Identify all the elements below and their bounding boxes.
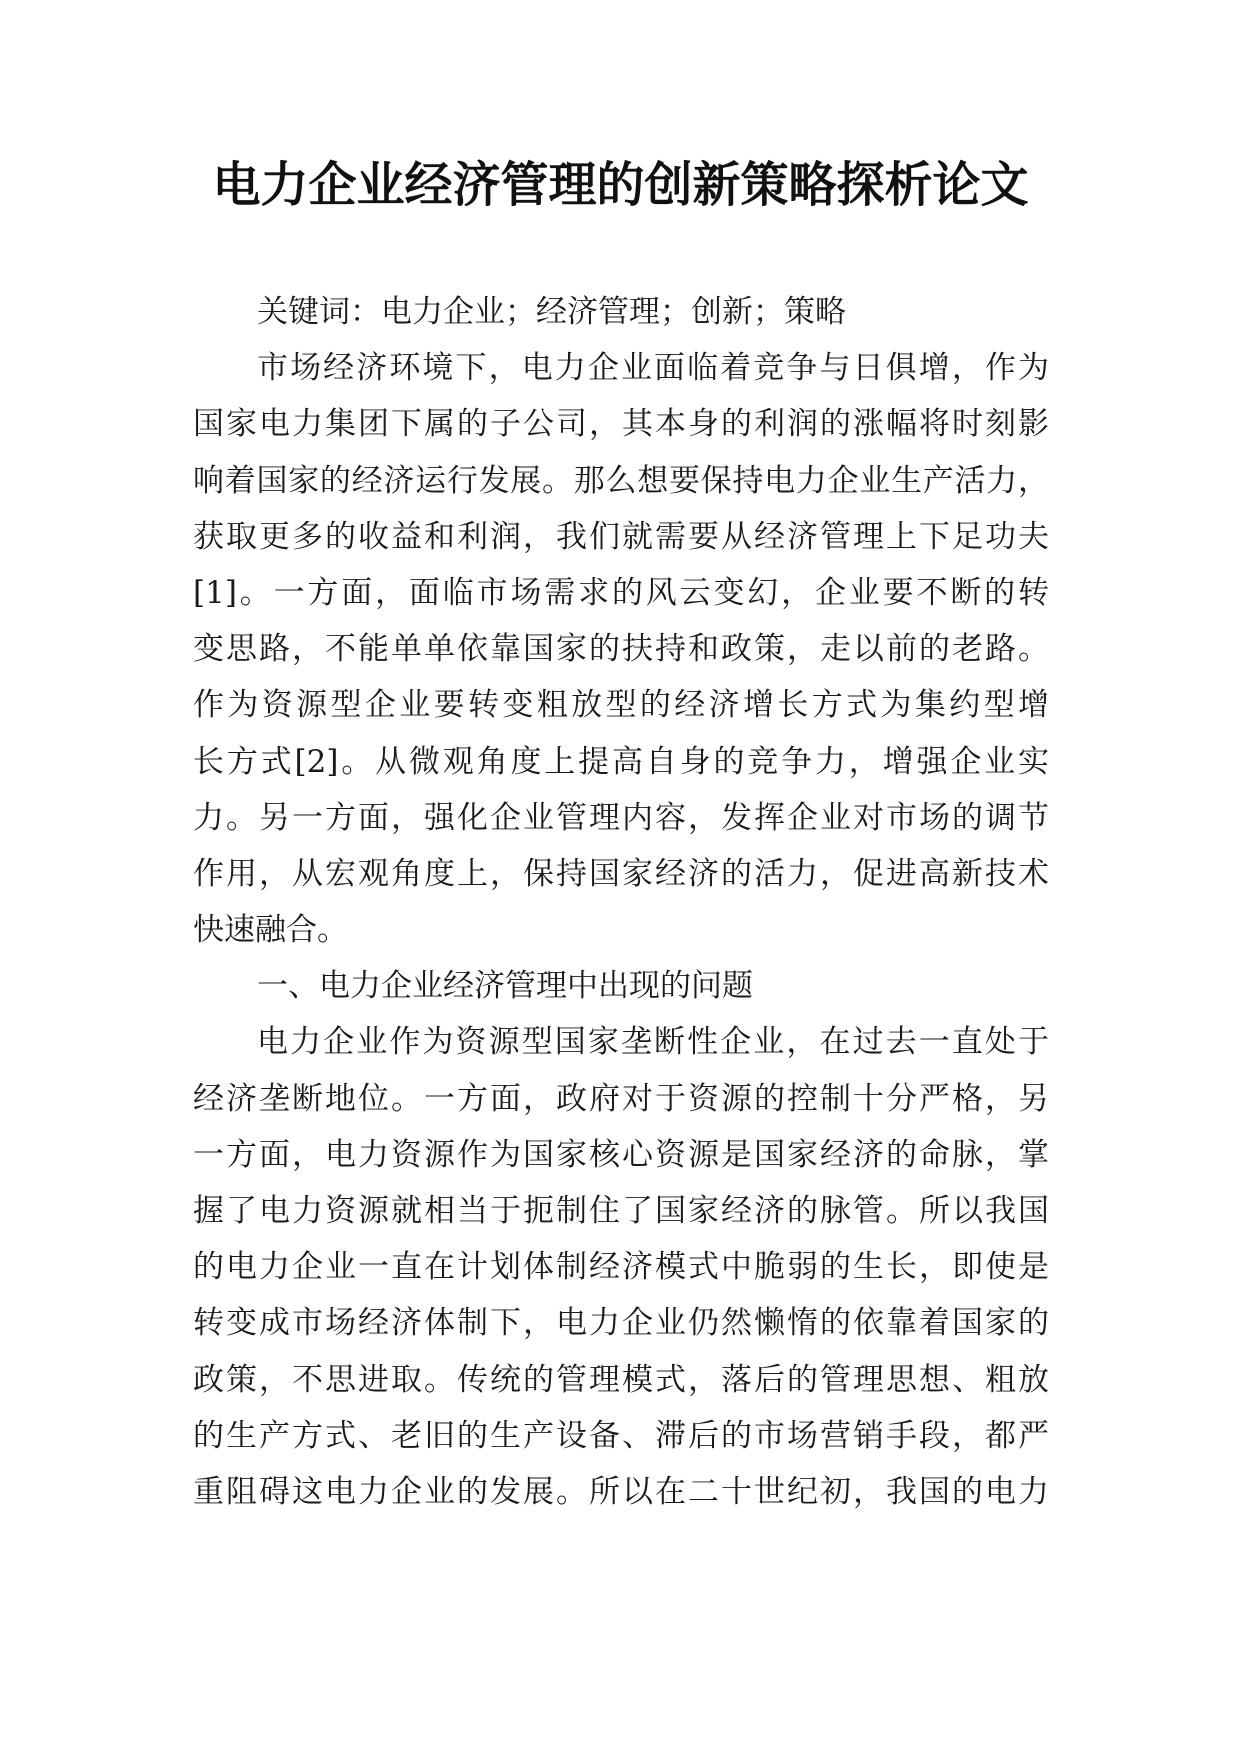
paragraph-line: 重阻碍这电力企业的发展。所以在二十世纪初，我国的电力 bbox=[193, 1473, 1049, 1510]
paragraph-2 bbox=[193, 1014, 1049, 1520]
paragraph-line: 响着国家的经济运行发展。那么想要保持电力企业生产活力， bbox=[193, 462, 1049, 499]
paragraph-line: 市场经济环境下，电力企业面临着竞争与日俱增，作为 bbox=[257, 350, 1049, 387]
document-body bbox=[193, 284, 1049, 1520]
section-heading: 一、电力企业经济管理中出现的问题 bbox=[257, 968, 753, 1005]
paragraph-line: 握了电力资源就相当于扼制住了国家经济的脉管。所以我国 bbox=[193, 1193, 1049, 1229]
paragraph-line: 变思路，不能单单依靠国家的扶持和政策，走以前的老路。 bbox=[193, 631, 1049, 668]
paragraph-1 bbox=[193, 340, 1049, 958]
paragraph-line: 作为资源型企业要转变粗放型的经济增长方式为集约型增 bbox=[193, 687, 1049, 724]
paragraph-line: 政策，不思进取。传统的管理模式，落后的管理思想、粗放 bbox=[193, 1361, 1049, 1398]
paragraph-line: 力。另一方面，强化企业管理内容，发挥企业对市场的调节 bbox=[193, 799, 1049, 836]
paragraph-line: 快速融合。 bbox=[193, 912, 348, 949]
paragraph-line: 作用，从宏观角度上，保持国家经济的活力，促进高新技术 bbox=[193, 855, 1049, 892]
paragraph-line: 的电力企业一直在计划体制经济模式中脆弱的生长，即使是 bbox=[193, 1249, 1049, 1286]
paragraph-line: 长方式[2]。从微观角度上提高自身的竞争力，增强企业实 bbox=[193, 743, 1049, 780]
paragraph-line: 一方面，电力资源作为国家核心资源是国家经济的命脉，掌 bbox=[193, 1136, 1049, 1173]
paragraph-line: 转变成市场经济体制下，电力企业仍然懒惰的依靠着国家的 bbox=[193, 1305, 1049, 1342]
paragraph-line: [1]。一方面，面临市场需求的风云变幻，企业要不断的转 bbox=[193, 574, 1049, 611]
paragraph-line: 获取更多的收益和利润，我们就需要从经济管理上下足功夫 bbox=[193, 518, 1049, 555]
paragraph-line: 国家电力集团下属的子公司，其本身的利润的涨幅将时刻影 bbox=[193, 406, 1049, 443]
document-title: 电力企业经济管理的创新策略探析论文 bbox=[212, 157, 1029, 213]
keywords-line: 关键词：电力企业；经济管理；创新；策略 bbox=[257, 294, 846, 330]
paragraph-line: 经济垄断地位。一方面，政府对于资源的控制十分严格，另 bbox=[193, 1080, 1049, 1117]
paragraph-line: 电力企业作为资源型国家垄断性企业，在过去一直处于 bbox=[257, 1024, 1049, 1061]
paragraph-line: 的生产方式、老旧的生产设备、滞后的市场营销手段，都严 bbox=[193, 1417, 1049, 1454]
